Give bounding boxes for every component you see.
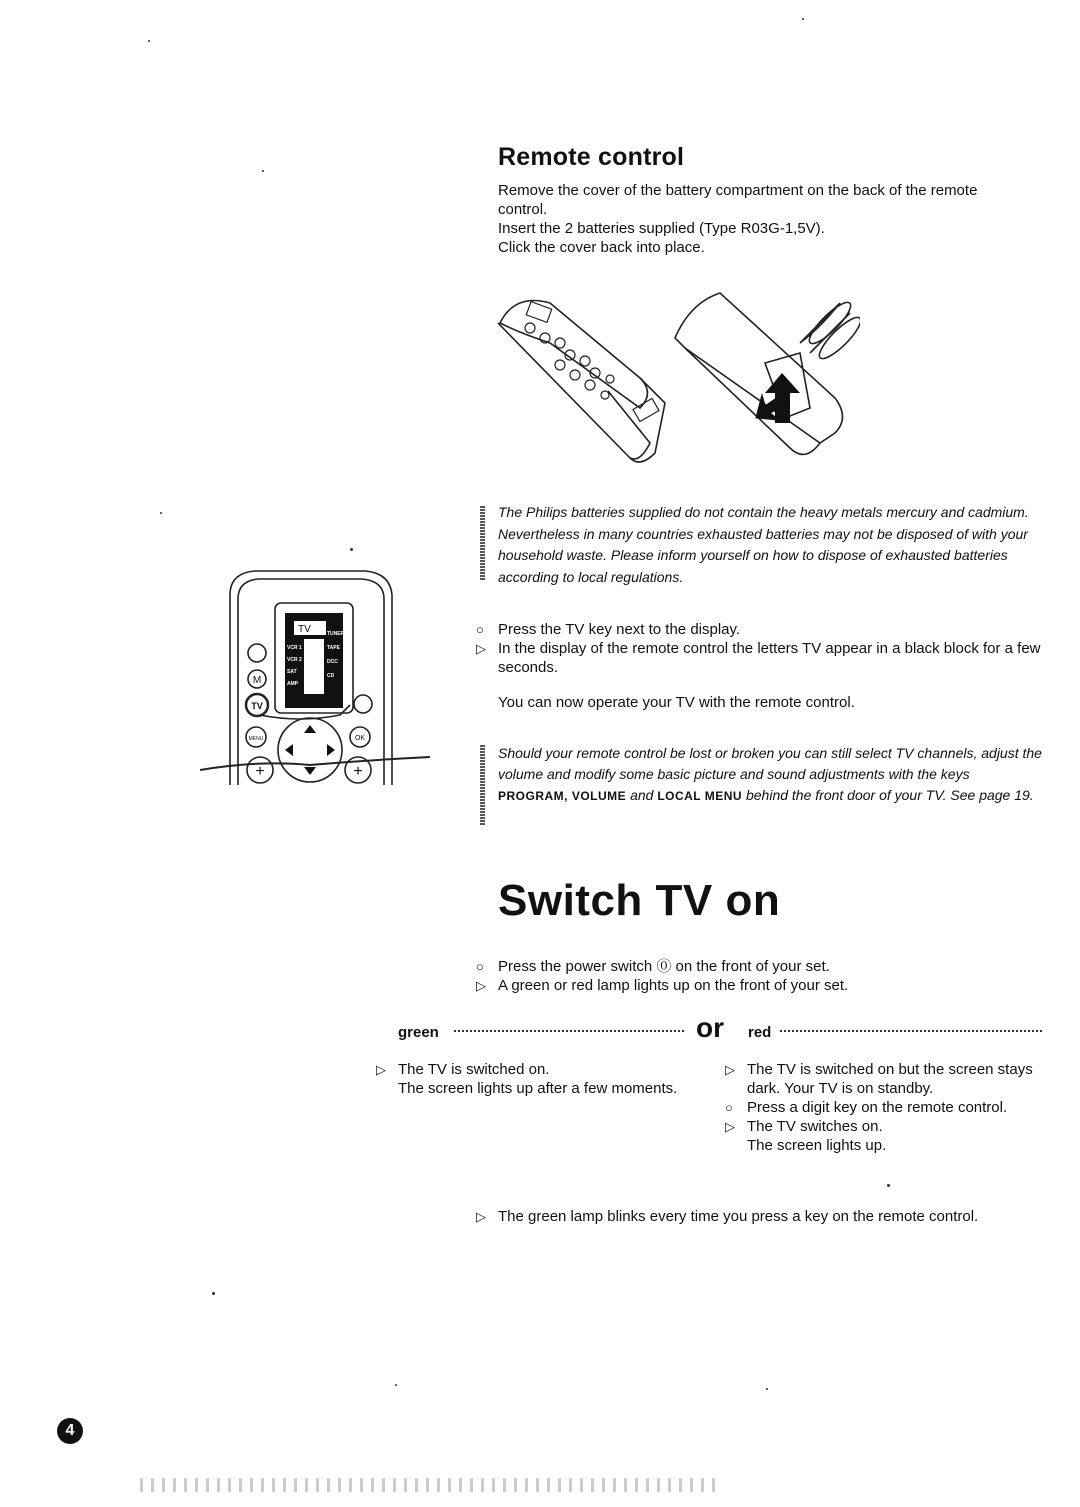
lost-note-lead: Should your remote control be lost or broken you can still select TV channels, adjust the volume and modify some basic picture and sound adjustments with the keys — [498, 745, 1042, 782]
result-text: In the display of the remote control the letters TV appear in a black block for a few seconds. — [498, 640, 1041, 676]
svg-text:CD: CD — [327, 673, 335, 679]
result-item — [725, 1117, 1050, 1136]
remote-instructions — [498, 181, 1028, 257]
or-label: or — [696, 1012, 724, 1043]
circle-bullet-icon: ○ — [725, 1100, 733, 1115]
scan-speck — [212, 1292, 215, 1295]
triangle-arrow-icon: ▷ — [376, 1062, 386, 1077]
result-text: A green or red lamp lights up on the front of your set. — [498, 977, 849, 994]
triangle-arrow-icon: ▷ — [476, 978, 486, 993]
scan-speck — [350, 548, 353, 551]
remote-front-illustration — [200, 565, 430, 790]
instruction-line: Click the cover back into place. — [498, 239, 705, 256]
svg-text:TAPE: TAPE — [327, 645, 340, 651]
scan-speck — [160, 512, 162, 514]
triangle-arrow-icon: ▷ — [476, 1209, 486, 1224]
display-tv-label: TV — [298, 624, 311, 635]
green-label: green — [398, 1024, 439, 1041]
instruction-line: Remove the cover of the battery compartment on the back of the remote control. — [498, 182, 978, 218]
triangle-arrow-icon: ▷ — [725, 1119, 735, 1134]
scan-noise — [140, 1478, 720, 1492]
battery-insertion-illustration — [490, 283, 860, 473]
lost-note-tail: behind the front door of your TV. See page 19. — [745, 787, 1034, 803]
circle-bullet-icon: ○ — [476, 622, 484, 637]
dot-leader — [780, 1030, 1042, 1032]
battery-disposal-note: The Philips batteries supplied do not contain the heavy metals mercury and cadmium. Nevertheless in many countries exhausted batteries may not be disposed of with your household waste. Please inform yourself on how to dispose of exhausted batteries according to local regulations. — [498, 504, 1029, 585]
circle-bullet-icon: ○ — [476, 959, 484, 974]
scan-speck — [148, 40, 150, 42]
green-or-red-row — [398, 1012, 1048, 1048]
operate-text: You can now operate your TV with the remote control. — [498, 694, 855, 711]
text-line — [376, 1079, 706, 1098]
result-item — [476, 1207, 1046, 1226]
plus-key-right: + — [353, 763, 363, 780]
red-label: red — [748, 1024, 772, 1041]
red-result: The TV is switched on but the screen stays dark. Your TV is on standby. — [747, 1061, 1033, 1097]
lost-remote-note — [498, 743, 1043, 807]
red-result-2: The TV switches on. — [747, 1118, 883, 1135]
text-line — [725, 1136, 1050, 1155]
ok-key-label: OK — [354, 735, 366, 742]
switch-steps — [476, 957, 1036, 995]
key-name-local-menu: LOCAL MENU — [657, 789, 743, 803]
result-item — [725, 1060, 1050, 1098]
menu-key-label: MENU — [248, 736, 264, 742]
result-item — [476, 976, 1036, 995]
blink-note — [476, 1207, 1046, 1226]
red-column — [725, 1060, 1050, 1155]
green-column — [376, 1060, 706, 1098]
svg-text:DCC: DCC — [327, 659, 338, 665]
step-item — [725, 1098, 1050, 1117]
tv-key-steps — [476, 620, 1046, 677]
page-number: 4 — [57, 1418, 83, 1444]
red-detail: The screen lights up. — [747, 1137, 887, 1154]
blink-text: The green lamp blinks every time you press a key on the remote control. — [498, 1208, 979, 1225]
svg-text:TUNER: TUNER — [327, 631, 345, 637]
green-detail: The screen lights up after a few moments. — [398, 1080, 678, 1097]
triangle-arrow-icon: ▷ — [476, 641, 486, 656]
lost-note-and: and — [630, 787, 654, 803]
scan-speck — [262, 170, 264, 172]
step-item — [476, 620, 1046, 639]
red-step: Press a digit key on the remote control. — [747, 1099, 1008, 1116]
scan-speck — [887, 1184, 890, 1187]
result-item — [476, 639, 1046, 677]
scan-speck — [766, 1388, 768, 1390]
green-result: The TV is switched on. — [398, 1061, 550, 1078]
step-text: Press the TV key next to the display. — [498, 621, 741, 638]
triangle-arrow-icon: ▷ — [725, 1062, 735, 1077]
note-margin-bar — [480, 506, 485, 580]
note-margin-bar — [480, 745, 485, 825]
tv-button-label: TV — [251, 701, 263, 711]
remote-control-heading: Remote control — [498, 143, 685, 171]
step-item — [476, 957, 1036, 976]
plus-key-left: + — [255, 763, 265, 780]
scan-speck — [395, 1384, 397, 1386]
svg-text:VCR 2: VCR 2 — [287, 657, 302, 663]
key-names: PROGRAM, VOLUME — [498, 789, 627, 803]
scan-speck — [802, 18, 804, 20]
result-item — [376, 1060, 706, 1079]
instruction-line: Insert the 2 batteries supplied (Type R03G-1,5V). — [498, 220, 825, 237]
m-key-label: M — [252, 675, 262, 686]
svg-text:SAT: SAT — [287, 669, 297, 675]
svg-text:VCR 1: VCR 1 — [287, 645, 302, 651]
dot-leader — [454, 1030, 684, 1032]
svg-text:AMP: AMP — [287, 681, 299, 687]
step-text: Press the power switch ⓪ on the front of your set. — [498, 958, 830, 975]
switch-tv-on-heading: Switch TV on — [498, 876, 781, 925]
